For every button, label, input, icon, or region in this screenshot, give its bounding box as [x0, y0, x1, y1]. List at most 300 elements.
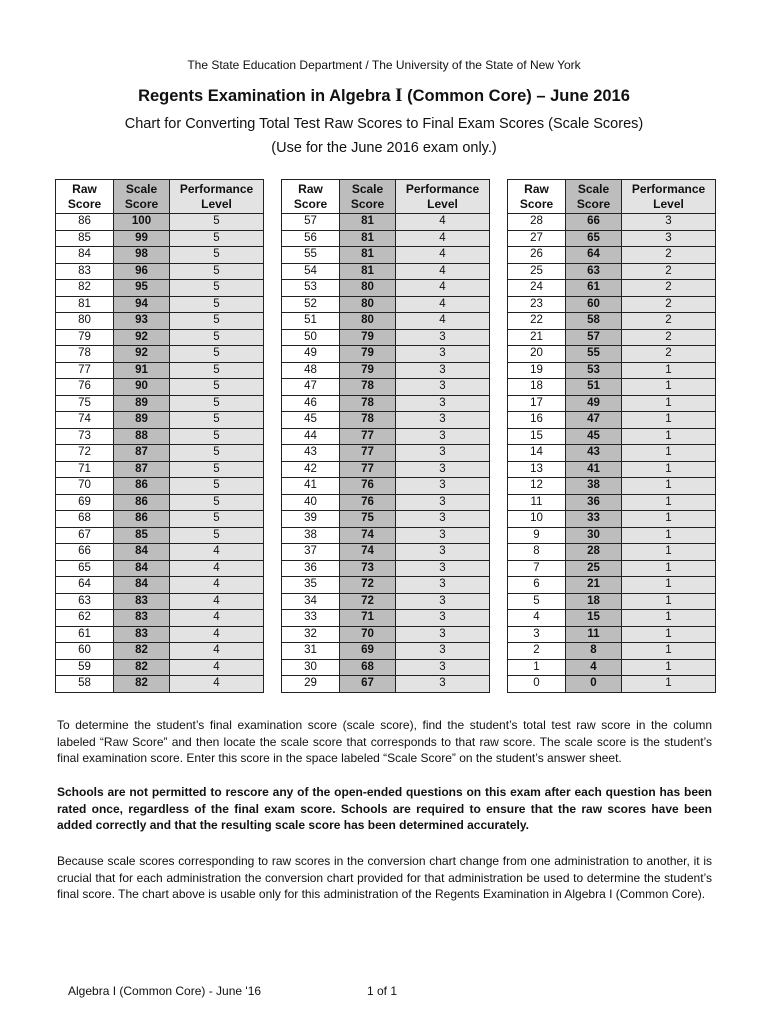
- performance-level-cell: 2: [622, 313, 716, 330]
- scale-score-cell: 95: [114, 280, 170, 297]
- table-row: [282, 494, 490, 511]
- scale-score-cell: 0: [566, 676, 622, 693]
- usage-note: (Use for the June 2016 exam only.): [271, 140, 497, 156]
- scale-score-cell: 86: [114, 478, 170, 495]
- performance-level-cell: 3: [396, 560, 490, 577]
- performance-level-cell: 3: [396, 379, 490, 396]
- raw-score-cell: 68: [56, 511, 114, 528]
- scale-score-cell: 45: [566, 428, 622, 445]
- scale-score-cell: 25: [566, 560, 622, 577]
- table-row: [56, 428, 264, 445]
- scale-score-cell: 69: [340, 643, 396, 660]
- performance-level-cell: 3: [622, 230, 716, 247]
- table-row: [282, 395, 490, 412]
- performance-level-cell: 1: [622, 478, 716, 495]
- performance-level-cell: 5: [170, 230, 264, 247]
- scale-score-cell: 73: [340, 560, 396, 577]
- raw-score-cell: 57: [282, 214, 340, 231]
- scale-score-cell: 75: [340, 511, 396, 528]
- scale-score-cell: 85: [114, 527, 170, 544]
- scale-score-cell: 91: [114, 362, 170, 379]
- table-row: [282, 511, 490, 528]
- table-row: [56, 577, 264, 594]
- raw-score-cell: 48: [282, 362, 340, 379]
- table-row: [56, 593, 264, 610]
- performance-level-cell: 3: [396, 412, 490, 429]
- performance-level-cell: 3: [396, 445, 490, 462]
- table-row: [508, 560, 716, 577]
- raw-score-cell: 76: [56, 379, 114, 396]
- performance-level-cell: 5: [170, 395, 264, 412]
- conversion-table-3: [507, 179, 716, 693]
- table-row: [56, 346, 264, 363]
- scale-score-cell: 38: [566, 478, 622, 495]
- table-row: [282, 263, 490, 280]
- performance-level-cell: 5: [170, 379, 264, 396]
- raw-score-cell: 63: [56, 593, 114, 610]
- scale-score-cell: 70: [340, 626, 396, 643]
- table-row: [508, 247, 716, 264]
- table-row: [282, 379, 490, 396]
- table-row: [508, 263, 716, 280]
- raw-score-cell: 29: [282, 676, 340, 693]
- scale-score-cell: 100: [114, 214, 170, 231]
- page-title: [0, 85, 768, 107]
- performance-level-cell: 4: [396, 263, 490, 280]
- table-row: [282, 445, 490, 462]
- table-row: [282, 280, 490, 297]
- scale-score-header: Scale Score: [340, 180, 396, 214]
- table-row: [282, 676, 490, 693]
- table-row: [56, 626, 264, 643]
- scale-score-cell: 98: [114, 247, 170, 264]
- performance-level-cell: 5: [170, 247, 264, 264]
- raw-score-cell: 82: [56, 280, 114, 297]
- scale-score-cell: 82: [114, 659, 170, 676]
- performance-level-cell: 1: [622, 593, 716, 610]
- performance-level-cell: 3: [396, 461, 490, 478]
- scale-score-cell: 51: [566, 379, 622, 396]
- scale-score-cell: 78: [340, 412, 396, 429]
- raw-score-cell: 39: [282, 511, 340, 528]
- raw-score-cell: 40: [282, 494, 340, 511]
- raw-score-cell: 16: [508, 412, 566, 429]
- raw-score-cell: 72: [56, 445, 114, 462]
- scale-score-cell: 72: [340, 593, 396, 610]
- scale-score-cell: 87: [114, 445, 170, 462]
- performance-level-cell: 5: [170, 263, 264, 280]
- table-row: [508, 313, 716, 330]
- table-row: [56, 214, 264, 231]
- raw-score-cell: 78: [56, 346, 114, 363]
- scale-score-cell: 83: [114, 626, 170, 643]
- title-roman-numeral: I: [395, 85, 403, 106]
- title-text-before: Regents Examination in Algebra: [138, 87, 396, 105]
- performance-level-cell: 1: [622, 676, 716, 693]
- raw-score-cell: 85: [56, 230, 114, 247]
- table-row: [508, 494, 716, 511]
- table-row: [508, 395, 716, 412]
- scale-score-cell: 90: [114, 379, 170, 396]
- raw-score-cell: 25: [508, 263, 566, 280]
- raw-score-cell: 30: [282, 659, 340, 676]
- performance-level-cell: 5: [170, 494, 264, 511]
- scale-score-cell: 61: [566, 280, 622, 297]
- raw-score-cell: 42: [282, 461, 340, 478]
- performance-level-cell: 4: [170, 626, 264, 643]
- raw-score-cell: 12: [508, 478, 566, 495]
- raw-score-cell: 66: [56, 544, 114, 561]
- performance-level-cell: 3: [396, 346, 490, 363]
- raw-score-cell: 62: [56, 610, 114, 627]
- scale-score-cell: 77: [340, 445, 396, 462]
- raw-score-cell: 10: [508, 511, 566, 528]
- raw-score-cell: 43: [282, 445, 340, 462]
- raw-score-cell: 74: [56, 412, 114, 429]
- raw-score-cell: 41: [282, 478, 340, 495]
- conversion-table-1: [55, 179, 264, 693]
- scale-score-cell: 63: [566, 263, 622, 280]
- raw-score-header: Raw Score: [56, 180, 114, 214]
- scale-score-cell: 77: [340, 461, 396, 478]
- performance-level-cell: 1: [622, 610, 716, 627]
- table-row: [508, 412, 716, 429]
- performance-level-cell: 5: [170, 346, 264, 363]
- raw-score-cell: 79: [56, 329, 114, 346]
- raw-score-cell: 67: [56, 527, 114, 544]
- scale-score-cell: 43: [566, 445, 622, 462]
- table-row: [508, 329, 716, 346]
- table-row: [508, 593, 716, 610]
- performance-level-cell: 4: [396, 280, 490, 297]
- performance-level-cell: 1: [622, 445, 716, 462]
- scale-score-cell: 89: [114, 412, 170, 429]
- raw-score-cell: 18: [508, 379, 566, 396]
- raw-score-cell: 2: [508, 643, 566, 660]
- raw-score-cell: 69: [56, 494, 114, 511]
- performance-level-cell: 3: [396, 626, 490, 643]
- performance-level-cell: 4: [396, 247, 490, 264]
- performance-level-cell: 3: [396, 544, 490, 561]
- raw-score-cell: 38: [282, 527, 340, 544]
- scale-score-cell: 79: [340, 362, 396, 379]
- scale-score-cell: 71: [340, 610, 396, 627]
- scale-score-cell: 66: [566, 214, 622, 231]
- scale-score-cell: 89: [114, 395, 170, 412]
- scale-score-cell: 64: [566, 247, 622, 264]
- raw-score-cell: 83: [56, 263, 114, 280]
- raw-score-cell: 65: [56, 560, 114, 577]
- raw-score-cell: 36: [282, 560, 340, 577]
- scale-score-cell: 30: [566, 527, 622, 544]
- raw-score-cell: 58: [56, 676, 114, 693]
- performance-level-cell: 3: [396, 643, 490, 660]
- scale-score-cell: 74: [340, 544, 396, 561]
- chart-subtitle: Chart for Converting Total Test Raw Scores to Final Exam Scores (Scale Scores): [124, 116, 644, 132]
- performance-level-cell: 1: [622, 659, 716, 676]
- raw-score-cell: 34: [282, 593, 340, 610]
- raw-score-cell: 49: [282, 346, 340, 363]
- table-row: [56, 560, 264, 577]
- performance-level-cell: 4: [170, 593, 264, 610]
- performance-level-cell: 1: [622, 428, 716, 445]
- table-row: [56, 544, 264, 561]
- performance-level-cell: 3: [396, 659, 490, 676]
- scale-score-cell: 83: [114, 610, 170, 627]
- table-row: [56, 527, 264, 544]
- rescore-warning-paragraph: Schools are not permitted to rescore any of the open-ended questions on this exam after each question has been rated once, regardless of the final exam score. Schools are required to ensure that the raw scores have been added correctly and that the resulting scale score has been determined accurately.: [57, 785, 712, 832]
- table-row: [56, 247, 264, 264]
- raw-score-cell: 20: [508, 346, 566, 363]
- performance-level-cell: 5: [170, 445, 264, 462]
- raw-score-cell: 47: [282, 379, 340, 396]
- table-row: [508, 379, 716, 396]
- raw-score-cell: 23: [508, 296, 566, 313]
- scale-score-cell: 81: [340, 230, 396, 247]
- performance-level-cell: 3: [396, 362, 490, 379]
- raw-score-cell: 54: [282, 263, 340, 280]
- performance-level-cell: 3: [396, 610, 490, 627]
- performance-level-cell: 4: [170, 643, 264, 660]
- raw-score-cell: 55: [282, 247, 340, 264]
- performance-level-cell: 1: [622, 527, 716, 544]
- raw-score-cell: 59: [56, 659, 114, 676]
- raw-score-cell: 15: [508, 428, 566, 445]
- table-row: [282, 478, 490, 495]
- table-row: [508, 428, 716, 445]
- performance-level-cell: 3: [396, 329, 490, 346]
- scale-score-cell: 92: [114, 346, 170, 363]
- raw-score-cell: 0: [508, 676, 566, 693]
- performance-level-cell: 5: [170, 362, 264, 379]
- performance-level-cell: 4: [170, 610, 264, 627]
- performance-level-cell: 1: [622, 626, 716, 643]
- scale-score-cell: 87: [114, 461, 170, 478]
- performance-level-cell: 3: [396, 593, 490, 610]
- table-row: [56, 280, 264, 297]
- scale-score-cell: 60: [566, 296, 622, 313]
- raw-score-cell: 13: [508, 461, 566, 478]
- table-row: [56, 478, 264, 495]
- scale-score-cell: 65: [566, 230, 622, 247]
- raw-score-header: Raw Score: [508, 180, 566, 214]
- scale-score-cell: 81: [340, 263, 396, 280]
- table-row: [56, 659, 264, 676]
- performance-level-cell: 1: [622, 544, 716, 561]
- performance-level-cell: 5: [170, 461, 264, 478]
- scale-score-cell: 78: [340, 395, 396, 412]
- raw-score-cell: 75: [56, 395, 114, 412]
- table-row: [508, 461, 716, 478]
- performance-level-header: Performance Level: [396, 180, 490, 214]
- table-row: [56, 494, 264, 511]
- table-row: [282, 428, 490, 445]
- scale-score-cell: 41: [566, 461, 622, 478]
- conversion-table-2: [281, 179, 490, 693]
- table-row: [282, 626, 490, 643]
- scale-score-cell: 81: [340, 247, 396, 264]
- scale-score-cell: 76: [340, 494, 396, 511]
- table-row: [282, 230, 490, 247]
- table-row: [508, 346, 716, 363]
- table-row: [508, 527, 716, 544]
- scale-score-cell: 49: [566, 395, 622, 412]
- table-row: [282, 296, 490, 313]
- table-row: [508, 362, 716, 379]
- raw-score-cell: 50: [282, 329, 340, 346]
- performance-level-cell: 4: [396, 313, 490, 330]
- table-row: [56, 643, 264, 660]
- scale-score-cell: 82: [114, 643, 170, 660]
- raw-score-cell: 14: [508, 445, 566, 462]
- raw-score-cell: 37: [282, 544, 340, 561]
- table-row: [508, 280, 716, 297]
- scale-score-cell: 76: [340, 478, 396, 495]
- performance-level-cell: 5: [170, 428, 264, 445]
- performance-level-cell: 2: [622, 263, 716, 280]
- performance-level-cell: 4: [396, 214, 490, 231]
- performance-level-cell: 5: [170, 511, 264, 528]
- scale-score-cell: 78: [340, 379, 396, 396]
- scale-score-cell: 18: [566, 593, 622, 610]
- raw-score-cell: 27: [508, 230, 566, 247]
- table-row: [282, 247, 490, 264]
- raw-score-cell: 9: [508, 527, 566, 544]
- raw-score-cell: 44: [282, 428, 340, 445]
- raw-score-cell: 35: [282, 577, 340, 594]
- table-row: [282, 214, 490, 231]
- table-row: [56, 412, 264, 429]
- scale-score-cell: 55: [566, 346, 622, 363]
- table-row: [508, 214, 716, 231]
- performance-level-cell: 5: [170, 478, 264, 495]
- table-row: [508, 577, 716, 594]
- performance-level-cell: 1: [622, 412, 716, 429]
- raw-score-cell: 22: [508, 313, 566, 330]
- scale-score-cell: 82: [114, 676, 170, 693]
- scale-score-cell: 67: [340, 676, 396, 693]
- scale-score-cell: 79: [340, 329, 396, 346]
- table-row: [508, 511, 716, 528]
- table-row: [508, 478, 716, 495]
- raw-score-cell: 46: [282, 395, 340, 412]
- table-row: [56, 329, 264, 346]
- raw-score-cell: 8: [508, 544, 566, 561]
- performance-level-cell: 3: [396, 577, 490, 594]
- scale-score-cell: 57: [566, 329, 622, 346]
- raw-score-cell: 84: [56, 247, 114, 264]
- title-text-after: (Common Core) – June 2016: [402, 87, 630, 105]
- scale-score-cell: 21: [566, 577, 622, 594]
- scale-score-cell: 80: [340, 296, 396, 313]
- raw-score-cell: 51: [282, 313, 340, 330]
- raw-score-cell: 52: [282, 296, 340, 313]
- performance-level-cell: 2: [622, 247, 716, 264]
- scale-score-cell: 74: [340, 527, 396, 544]
- table-row: [282, 362, 490, 379]
- performance-level-cell: 4: [170, 577, 264, 594]
- scale-score-cell: 11: [566, 626, 622, 643]
- scale-score-cell: 86: [114, 494, 170, 511]
- scale-score-cell: 72: [340, 577, 396, 594]
- performance-level-cell: 5: [170, 412, 264, 429]
- raw-score-cell: 71: [56, 461, 114, 478]
- raw-score-cell: 45: [282, 412, 340, 429]
- department-heading: The State Education Department / The University of the State of New York: [187, 58, 581, 72]
- raw-score-cell: 28: [508, 214, 566, 231]
- scale-score-cell: 33: [566, 511, 622, 528]
- scale-score-cell: 96: [114, 263, 170, 280]
- performance-level-cell: 3: [396, 494, 490, 511]
- table-row: [56, 461, 264, 478]
- performance-level-cell: 1: [622, 362, 716, 379]
- raw-score-cell: 70: [56, 478, 114, 495]
- table-row: [282, 313, 490, 330]
- performance-level-cell: 1: [622, 461, 716, 478]
- performance-level-cell: 1: [622, 643, 716, 660]
- performance-level-cell: 3: [622, 214, 716, 231]
- scale-score-header: Scale Score: [566, 180, 622, 214]
- performance-level-cell: 2: [622, 329, 716, 346]
- performance-level-cell: 2: [622, 280, 716, 297]
- performance-level-cell: 4: [396, 296, 490, 313]
- table-row: [56, 230, 264, 247]
- raw-score-header: Raw Score: [282, 180, 340, 214]
- performance-level-cell: 3: [396, 676, 490, 693]
- performance-level-cell: 1: [622, 379, 716, 396]
- table-row: [508, 659, 716, 676]
- table-row: [508, 296, 716, 313]
- raw-score-cell: 24: [508, 280, 566, 297]
- scale-score-cell: 53: [566, 362, 622, 379]
- table-row: [508, 445, 716, 462]
- scale-score-cell: 92: [114, 329, 170, 346]
- performance-level-cell: 1: [622, 494, 716, 511]
- table-row: [282, 577, 490, 594]
- raw-score-cell: 33: [282, 610, 340, 627]
- raw-score-cell: 64: [56, 577, 114, 594]
- table-row: [282, 329, 490, 346]
- raw-score-cell: 80: [56, 313, 114, 330]
- scale-score-cell: 84: [114, 560, 170, 577]
- scale-score-cell: 4: [566, 659, 622, 676]
- performance-level-header: Performance Level: [622, 180, 716, 214]
- table-row: [56, 511, 264, 528]
- instructions-paragraph: To determine the student’s final examination score (scale score), find the student’s total test raw score in the column labeled “Raw Score” and then locate the scale score that corresponds to that raw score. The scale score is the student’s final examination score. Enter this score in the space labeled “Scale Score” on the student’s answer sheet.: [57, 718, 712, 765]
- footer-exam-name: Algebra I (Common Core) - June '16: [68, 984, 262, 998]
- performance-level-cell: 5: [170, 329, 264, 346]
- table-row: [282, 643, 490, 660]
- raw-score-cell: 61: [56, 626, 114, 643]
- table-row: [508, 643, 716, 660]
- scale-score-cell: 80: [340, 280, 396, 297]
- performance-level-cell: 3: [396, 428, 490, 445]
- performance-level-cell: 1: [622, 577, 716, 594]
- raw-score-cell: 60: [56, 643, 114, 660]
- performance-level-cell: 5: [170, 313, 264, 330]
- raw-score-cell: 77: [56, 362, 114, 379]
- footer-page-number: 1 of 1: [367, 984, 398, 998]
- table-row: [508, 676, 716, 693]
- scale-score-cell: 99: [114, 230, 170, 247]
- performance-level-cell: 4: [170, 560, 264, 577]
- raw-score-cell: 73: [56, 428, 114, 445]
- raw-score-cell: 81: [56, 296, 114, 313]
- performance-level-cell: 4: [170, 676, 264, 693]
- scale-score-cell: 81: [340, 214, 396, 231]
- scale-score-cell: 36: [566, 494, 622, 511]
- scale-score-cell: 58: [566, 313, 622, 330]
